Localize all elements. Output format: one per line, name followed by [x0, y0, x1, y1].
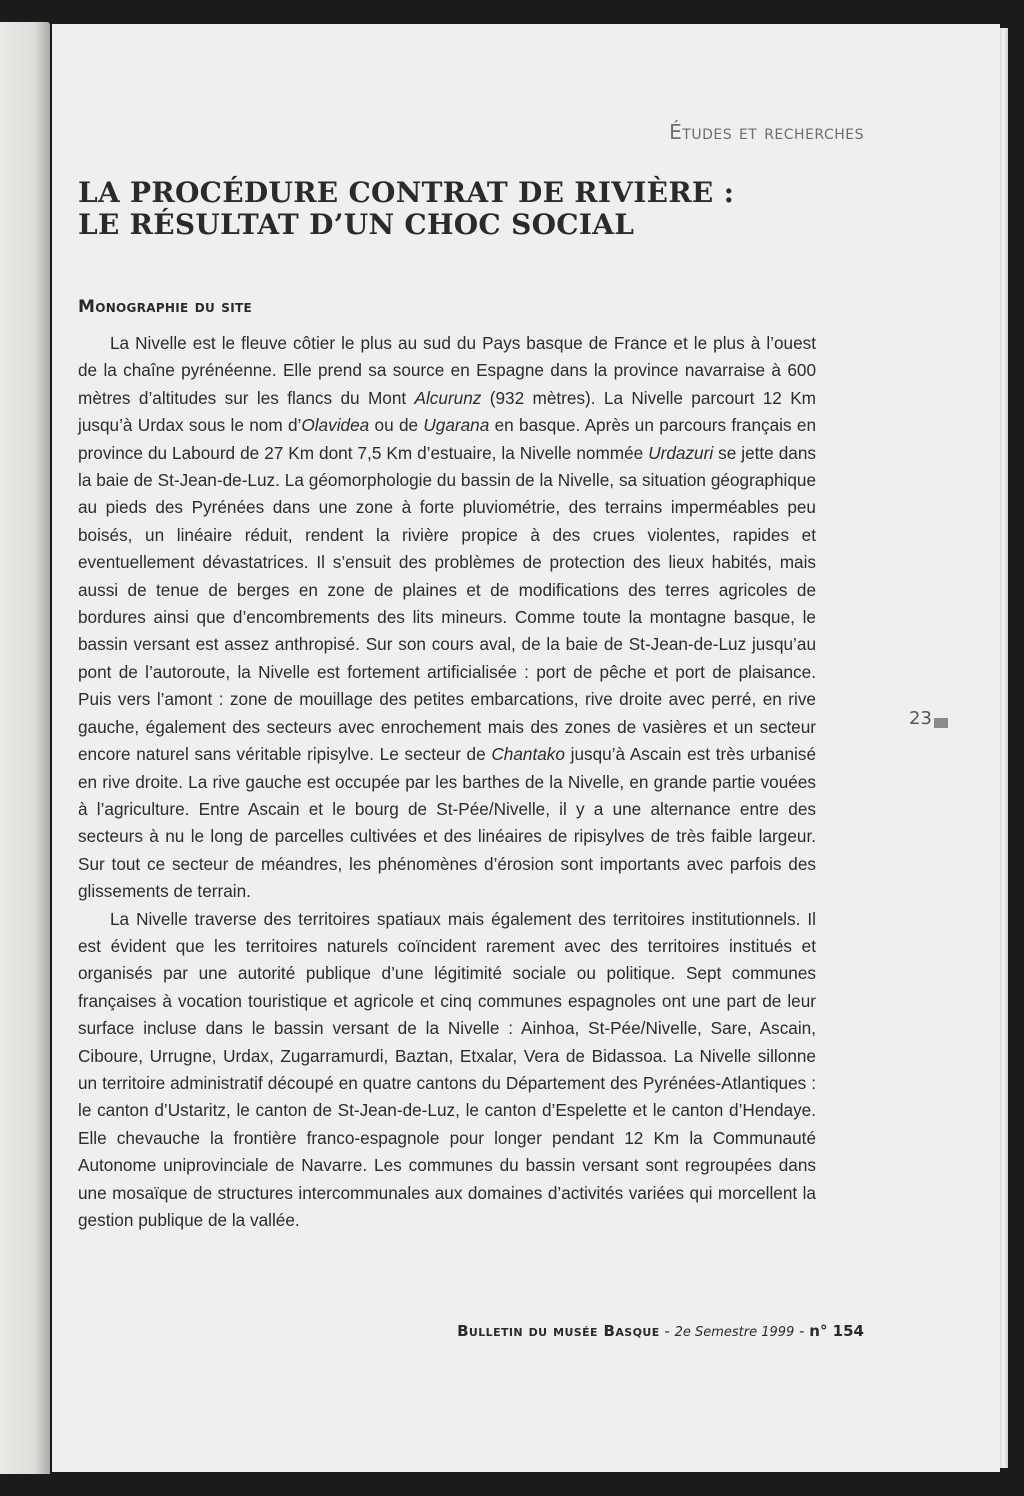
place-name-urdazuri: Urdazuri — [648, 442, 714, 463]
footer-issue: n° 154 — [809, 1322, 864, 1340]
footer — [457, 1322, 864, 1340]
footer-separator-2: - — [794, 1322, 810, 1340]
footer-publication: Bulletin du musée Basque — [457, 1322, 660, 1340]
paragraph-1-text-e: se jette dans la baie de St-Jean-de-Luz. La géomorphologie du bassin de la Nivelle, sa situation géographique au pieds des Pyrénées dans une zone à forte pluviométrie, des terrains imperméables peu boisés, un linéaire réduit, rendent la rivière propice à des crues violentes, rapides et eventuellement dévastatrices. Il s’ensuit des problèmes de protection des lieux habités, mais aussi de tenue de berges en zone de plaines et de modifications des terres agricoles de bordures ainsi que d’encombrements des lits mineurs. Comme toute la montagne basque, le bassin versant est assez anthropisé. Sur son cours aval, de la baie de St-Jean-de-Luz jusqu’au pont de l’autoroute, la Nivelle est fortement artificialisée : port de pêche et port de plaisance. Puis vers l’amont : zone de mouillage des petites embarcations, rive droite avec perré, en rive gauche, également des secteurs avec enrochement mais des zones de vasières et un secteur encore naturel sans véritable ripisylve. Le secteur de — [78, 442, 816, 765]
footer-separator-1: - — [659, 1322, 675, 1340]
article-title-line-1: LA PROCÉDURE CONTRAT DE RIVIÈRE : — [78, 176, 735, 209]
paragraph-1-text-b: (932 mètres). La Nivelle parcourt 12 Km jusqu’à Urdax sous le nom d’ — [78, 387, 816, 436]
paragraph-1-text-f: jusqu’à Ascain est très urbanisé en rive droite. La rive gauche est occupée par les barthes de la Nivelle, en grande partie vouées à l’agriculture. Entre Ascain et le bourg de St-Pée/Nivelle, il y a une alternance entre des secteurs à nu le long de parcelles cultivées et des linéaires de ripisylves de très faible largeur. Sur tout ce secteur de méandres, les phénomènes d’érosion sont importants avec parfois des glissements de terrain. — [78, 744, 817, 902]
paragraph-1-text-a: La Nivelle est le fleuve côtier le plus au sud du Pays basque de France et le plus à l’ouest de la chaîne pyrénéenne. Elle prend sa source en Espagne dans la province navarraise à 600 mètres d’altitudes sur les flancs du Mont — [78, 333, 816, 408]
running-section-header: Études et recherches — [669, 120, 864, 144]
paragraph-2: La Nivelle traverse des territoires spatiaux mais également des territoires institutionnels. Il est évident que les territoires naturels coïncident rarement avec des territoires institués et organisés par une autorité publique d’une légitimité sociale ou politique. Sept communes françaises à vocation touristique et agricole et cinq communes espagnoles ont une part de leur surface incluse dans le bassin versant de la Nivelle : Ainhoa, St-Pée/Nivelle, Sare, Ascain, Ciboure, Urrugne, Urdax, Zugarramurdi, Baztan, Etxalar, Vera de Bidassoa. La Nivelle sillonne un territoire administratif découpé en quatre cantons du Département des Pyrénées-Atlantiques : le canton d’Ustaritz, le canton de St-Jean-de-Luz, le canton d’Espelette et le canton d’Hendaye. Elle chevauche la frontière franco-espagnole pour longer pendant 12 Km la Communauté Autonome uniprovinciale de Navarre. Les communes du bassin versant sont regroupées dans une mosaïque de structures intercommunales aux domaines d’activités variées qui morcellent la gestion publique de la vallée. — [78, 908, 816, 1230]
article-title — [78, 177, 734, 241]
place-name-alcurunz: Alcurunz — [414, 387, 482, 408]
page-stack-edge — [1000, 28, 1008, 1468]
paragraph-1-text-d: en basque. Après un parcours français en province du Labourd de 27 Km dont 7,5 Km d’estuaire, la Nivelle nommée — [78, 415, 816, 463]
page-thumb-marker — [934, 718, 948, 728]
article-title-line-2: LE RÉSULTAT D’UN CHOC SOCIAL — [78, 208, 635, 241]
paragraph-1 — [78, 330, 816, 906]
article-body — [78, 330, 816, 1234]
place-name-ugarana: Ugarana — [423, 415, 490, 436]
facing-page-edge — [0, 22, 50, 1474]
paragraph-1-text-c: ou de — [369, 415, 424, 436]
place-name-chantako: Chantako — [491, 744, 565, 765]
page-number: 23 — [909, 708, 932, 729]
subsection-heading: Monographie du site — [78, 297, 252, 317]
place-name-olavidea: Olavidea — [301, 415, 370, 436]
footer-semester: 2e Semestre 1999 — [674, 1325, 795, 1340]
